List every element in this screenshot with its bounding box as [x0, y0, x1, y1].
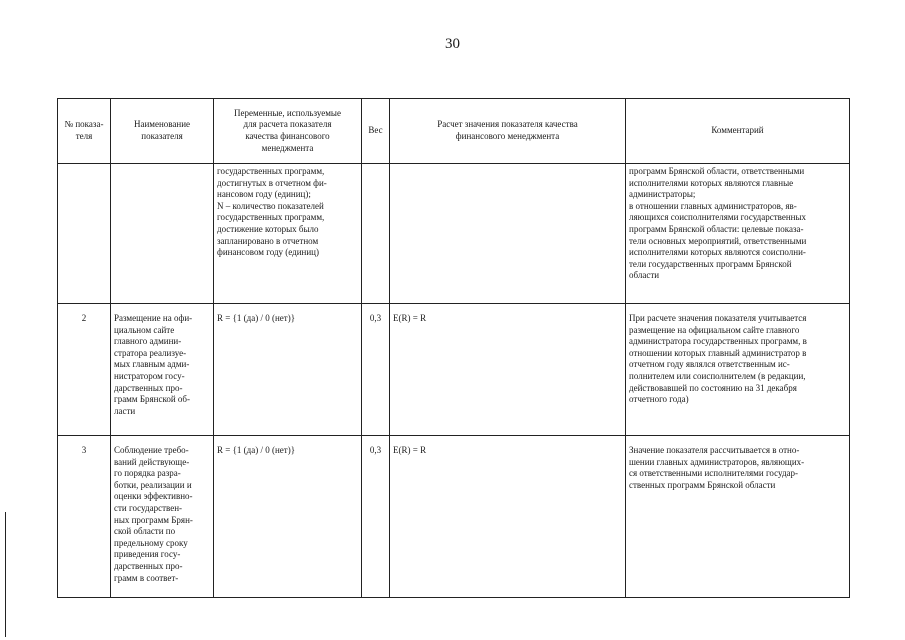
- row-calculation: E(R) = R: [390, 436, 626, 598]
- header-indicator-number: № показа- теля: [58, 99, 111, 164]
- row-name: Соблюдение требо- ваний действующе- го порядка разра- ботки, реализации и оценки эффективно- сти государствен- ных программ Брян- ской области по предельному сроку приведения госу- дарственных про- грамм в соответ-: [111, 436, 214, 598]
- scan-margin-line: [5, 512, 6, 637]
- row-name: [111, 164, 214, 304]
- row-weight: 0,3: [362, 436, 390, 598]
- row-weight: 0,3: [362, 304, 390, 436]
- row-number: [58, 164, 111, 304]
- row-weight: [362, 164, 390, 304]
- header-calculation: Расчет значения показателя качества финансового менеджмента: [390, 99, 626, 164]
- row-comment: При расчете значения показателя учитывается размещение на официальном сайте главного администратора государственных программ, в отношении которых главный администратор в отчетном году являлся ответственным ис- полнителем или соисполнителем (в редакции, действовавшей по состоянию на 31 декабря отчетного года): [626, 304, 850, 436]
- row-variables: R = {1 (да) / 0 (нет)}: [214, 436, 362, 598]
- row-name: Размещение на офи- циальном сайте главного админи- стратора реализуе- мых главным адми- нистратором госу- дарственных про- грамм Брянской об- ласти: [111, 304, 214, 436]
- table-row: [58, 304, 850, 436]
- header-variables: Переменные, используемые для расчета показателя качества финансового менеджмента: [214, 99, 362, 164]
- table-row: [58, 164, 850, 304]
- header-comment: Комментарий: [626, 99, 850, 164]
- row-calculation: E(R) = R: [390, 304, 626, 436]
- row-number: 2: [58, 304, 111, 436]
- row-variables: R = {1 (да) / 0 (нет)}: [214, 304, 362, 436]
- row-comment: Значение показателя рассчитывается в отно- шении главных администраторов, являющих- ся ответственными исполнителями государ- ственных программ Брянской области: [626, 436, 850, 598]
- header-indicator-name: Наименование показателя: [111, 99, 214, 164]
- page-number: 30: [445, 36, 460, 52]
- table-row: [58, 436, 850, 598]
- header-weight: Вес: [362, 99, 390, 164]
- row-comment: программ Брянской области, ответственными исполнителями которых являются главные администраторы; в отношении главных администраторов, яв- ляющихся соисполнителями государственных программ Брянской области: целевые показа- тели основных мероприятий, ответственными исполнителями которых являются соисполни- тели государственных программ Брянской области: [626, 164, 850, 304]
- table-header-row: [58, 99, 850, 164]
- row-calculation: [390, 164, 626, 304]
- indicators-table: [57, 98, 850, 598]
- row-variables: государственных программ, достигнутых в отчетном фи- нансовом году (единиц); N – количество показателей государственных программ, достижение которых было запланировано в отчетном финансовом году (единиц): [214, 164, 362, 304]
- row-number: 3: [58, 436, 111, 598]
